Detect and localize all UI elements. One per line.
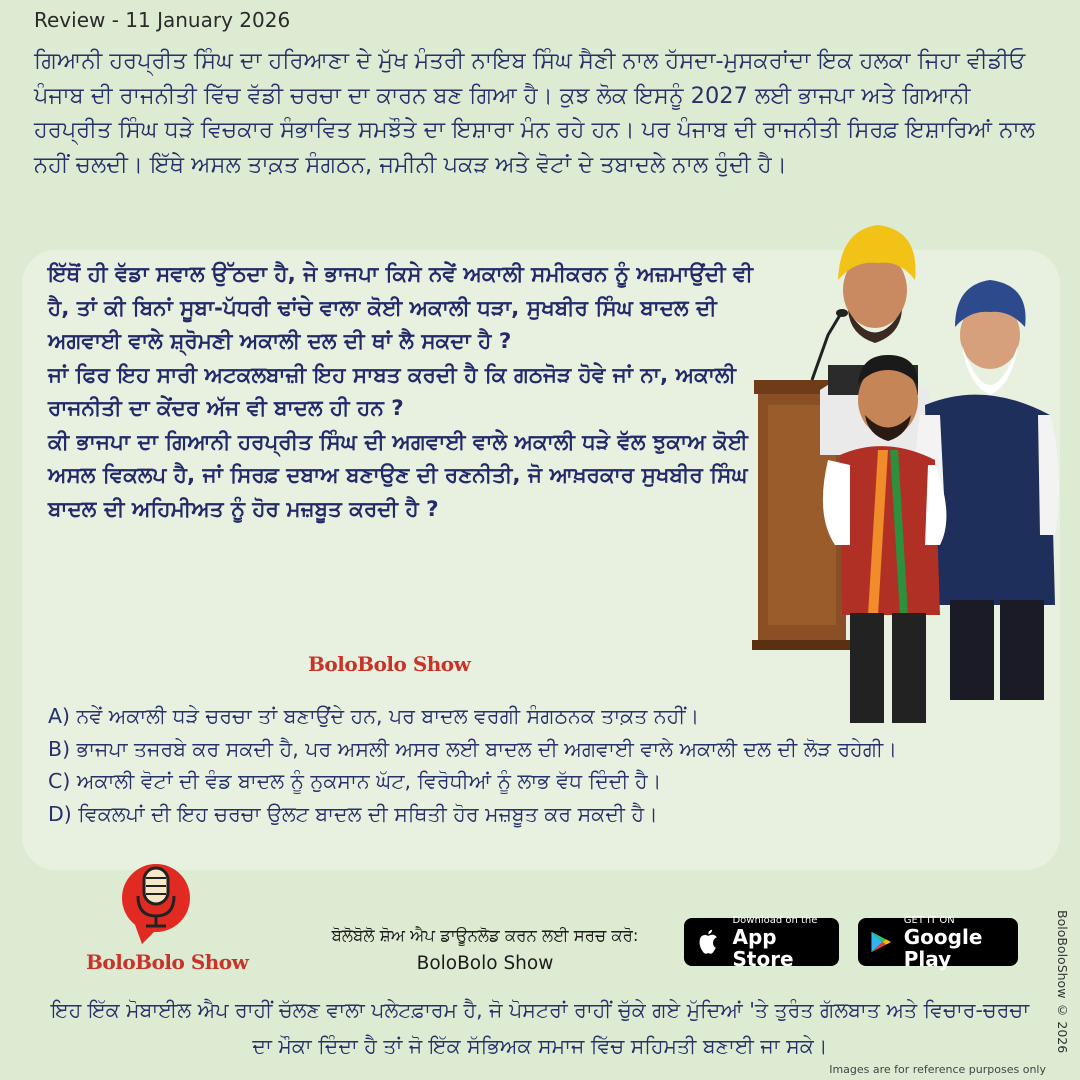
question-paragraph-1: ਇੱਥੋਂ ਹੀ ਵੱਡਾ ਸਵਾਲ ਉੱਠਦਾ ਹੈ, ਜੇ ਭਾਜਪਾ ਕਿਸੇ ਨਵੇਂ ਅਕਾਲੀ ਸਮੀਕਰਨ ਨੂੰ ਅਜ਼ਮਾਉਂਦੀ ਵੀ ਹੈ, ਤਾਂ ਕੀ ਬਿਨਾਂ ਸੂਬਾ-ਪੱਧਰੀ ਢਾਂਚੇ ਵਾਲਾ ਕੋਈ ਅਕਾਲੀ ਧੜਾ, ਸੁਖਬੀਰ ਸਿੰਘ ਬਾਦਲ ਦੀ ਅਗਵਾਈ ਵਾਲੇ ਸ਼੍ਰੋਮਣੀ ਅਕਾਲੀ ਦਲ ਦੀ ਥਾਂ ਲੈ ਸਕਦਾ ਹੈ ? (48, 262, 753, 354)
app-store-small-label: Download on the (732, 914, 818, 926)
question-paragraph-2: ਜਾਂ ਫਿਰ ਇਹ ਸਾਰੀ ਅਟਕਲਬਾਜ਼ੀ ਇਹ ਸਾਬਤ ਕਰਦੀ ਹੈ ਕਿ ਗਠਜੋੜ ਹੋਵੇ ਜਾਂ ਨਾ, ਅਕਾਲੀ ਰਾਜਨੀਤੀ ਦਾ ਕੇਂਦਰ ਅੱਜ ਵੀ ਬਾਦਲ ਹੀ ਹਨ ? (48, 362, 736, 421)
app-store-button[interactable] (684, 914, 839, 971)
apple-icon (694, 927, 722, 957)
question-paragraph-3: ਕੀ ਭਾਜਪਾ ਦਾ ਗਿਆਨੀ ਹਰਪ੍ਰੀਤ ਸਿੰਘ ਦੀ ਅਗਵਾਈ ਵਾਲੇ ਅਕਾਲੀ ਧੜੇ ਵੱਲ ਝੁਕਾਅ ਕੋਈ ਅਸਲ ਵਿਕਲਪ ਹੈ, ਜਾਂ ਸਿਰਫ਼ ਦਬਾਅ ਬਣਾਉਣ ਦੀ ਰਣਨੀਤੀ, ਜੋ ਆਖ਼ਰਕਾਰ ਸੁਖਬੀਰ ਸਿੰਘ ਬਾਦਲ ਦੀ ਅਹਿਮੀਅਤ ਨੂੰ ਹੋਰ ਮਜ਼ਬੂਤ ਕਰਦੀ ਹੈ ? (48, 429, 748, 522)
app-search-note (290, 922, 680, 978)
app-name: BoloBolo Show (416, 953, 554, 974)
platform-description: ਇਹ ਇੱਕ ਮੋਬਾਈਲ ਐਪ ਰਾਹੀਂ ਚੱਲਣ ਵਾਲਾ ਪਲੇਟਫ਼ਾਰਮ ਹੈ, ਜੋ ਪੋਸਟਰਾਂ ਰਾਹੀਂ ਚੁੱਕੇ ਗਏ ਮੁੱਦਿਆਂ 'ਤੇ ਤੁਰੰਤ ਗੱਲਬਾਤ ਅਤੇ ਵਿਚਾਰ-ਚਰਚਾ ਦਾ ਮੌਕਾ ਦਿੰਦਾ ਹੈ ਤਾਂ ਜੋ ਇੱਕ ਸੱਭਿਅਕ ਸਮਾਜ ਵਿੱਚ ਸਹਿਮਤੀ ਬਣਾਈ ਜਾ ਸਕੇ। (50, 998, 1030, 1058)
google-play-label: Google Play (903, 924, 983, 971)
option-a[interactable]: A) ਨਵੇਂ ਅਕਾਲੀ ਧੜੇ ਚਰਚਾ ਤਾਂ ਬਣਾਉਂਦੇ ਹਨ, ਪਰ ਬਾਦਲ ਵਰਗੀ ਸੰਗਠਨਕ ਤਾਕ਼ਤ ਨਹੀਂ। (48, 704, 700, 728)
app-store-label: App Store (732, 924, 794, 971)
intro-paragraph: ਗਿਆਨੀ ਹਰਪ੍ਰੀਤ ਸਿੰਘ ਦਾ ਹਰਿਆਣਾ ਦੇ ਮੁੱਖ ਮੰਤਰੀ ਨਾਇਬ ਸਿੰਘ ਸੈਣੀ ਨਾਲ ਹੱਸਦਾ-ਮੁਸਕਰਾਂਦਾ ਇਕ ਹਲਕਾ ਜਿਹਾ ਵੀਡੀਓ ਪੰਜਾਬ ਦੀ ਰਾਜਨੀਤੀ ਵਿੱਚ ਵੱਡੀ ਚਰਚਾ ਦਾ ਕਾਰਨ ਬਣ ਗਿਆ ਹੈ। ਕੁਝ ਲੋਕ ਇਸਨੂੰ 2027 ਲਈ ਭਾਜਪਾ ਅਤੇ ਗਿਆਨੀ ਹਰਪ੍ਰੀਤ ਸਿੰਘ ਧੜੇ ਵਿਚਕਾਰ ਸੰਭਾਵਿਤ ਸਮਝੌਤੇ ਦਾ ਇਸ਼ਾਰਾ ਮੰਨ ਰਹੇ ਹਨ। ਪਰ ਪੰਜਾਬ ਦੀ ਰਾਜਨੀਤੀ ਸਿਰਫ਼ ਇਸ਼ਾਰਿਆਂ ਨਾਲ ਨਹੀਂ ਚਲਦੀ। ਇੱਥੇ ਅਸਲ ਤਾਕ਼ਤ ਸੰਗਠਨ, ਜਮੀਨੀ ਪਕੜ ਅਤੇ ਵੋਟਾਂ ਦੇ ਤਬਾਦਲੇ ਨਾਲ ਹੁੰਦੀ ਹੈ। (34, 48, 1035, 178)
brand-watermark: BoloBolo Show (308, 652, 471, 676)
footer-brand-name: BoloBolo Show (86, 950, 249, 974)
google-play-icon (868, 927, 894, 957)
google-play-small-label: GET IT ON (903, 914, 955, 926)
copyright-notice: BoloBoloShow © 2026 (1055, 910, 1070, 1054)
option-d[interactable]: D) ਵਿਕਲਪਾਂ ਦੀ ਇਹ ਚਰਚਾ ਉਲਟ ਬਾਦਲ ਦੀ ਸਥਿਤੀ ਹੋਰ ਮਜ਼ਬੂਤ ਕਰ ਸਕਦੀ ਹੈ। (48, 801, 658, 826)
page-date: Review - 11 January 2026 (34, 8, 291, 32)
search-instruction: ਬੋਲੋਬੋਲੋ ਸ਼ੋਅ ਐਪ ਡਾਊਨਲੋਡ ਕਰਨ ਲਈ ਸਰਚ ਕਰੋ: (331, 926, 639, 945)
google-play-button[interactable] (858, 914, 1018, 971)
option-c[interactable]: C) ਅਕਾਲੀ ਵੋਟਾਂ ਦੀ ਵੰਡ ਬਾਦਲ ਨੂੰ ਨੁਕਸਾਨ ਘੱਟ, ਵਿਰੋਧੀਆਂ ਨੂੰ ਲਾਭ ਵੱਧ ਦਿੰਦੀ ਹੈ। (48, 769, 662, 793)
politicians-illustration (750, 215, 1070, 735)
answer-options (48, 700, 1048, 830)
question-block (48, 258, 768, 526)
image-disclaimer: Images are for reference purposes only (829, 1063, 1046, 1076)
option-b[interactable]: B) ਭਾਜਪਾ ਤਜਰਬੇ ਕਰ ਸਕਦੀ ਹੈ, ਪਰ ਅਸਲੀ ਅਸਰ ਲਈ ਬਾਦਲ ਦੀ ਅਗਵਾਈ ਵਾਲੇ ਅਕਾਲੀ ਦਲ ਦੀ ਲੋੜ ਰਹੇਗੀ। (48, 736, 898, 761)
